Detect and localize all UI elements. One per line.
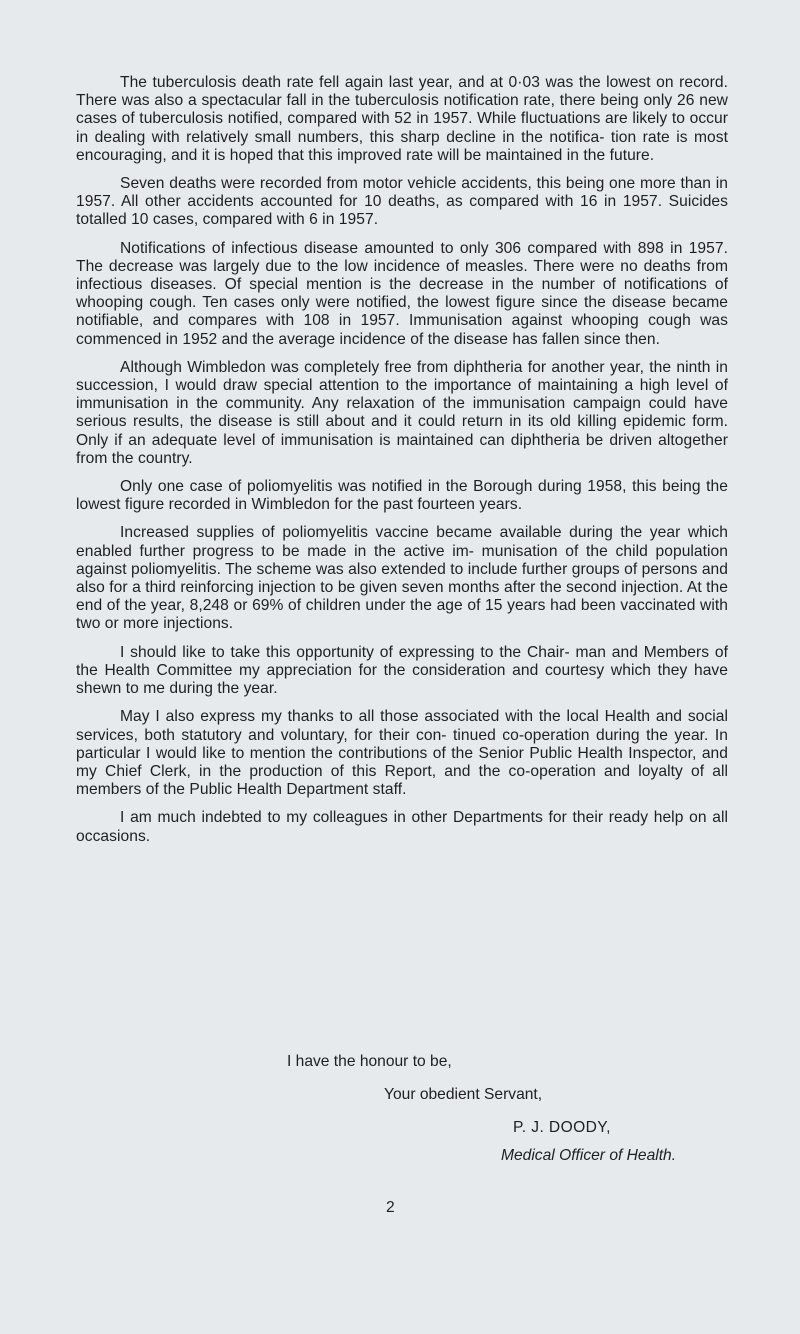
body-text [76,74,728,856]
page-number: 2 [386,1199,395,1216]
paragraph-thanks-committee: I should like to take this opportunity of expressing to the Chair- man and Members of the Health Committee my appreciation for the consideration and courtesy which they have shewn to me during the year. [76,643,728,698]
paragraph-accidents: Seven deaths were recorded from motor vehicle accidents, this being one more than in 1957. All other accidents accounted for 10 deaths, as compared with 16 in 1957. Suicides totalled 10 cases, compared with 6 in 1957. [76,175,728,229]
paragraph-diphtheria: Although Wimbledon was completely free from diphtheria for another year, the ninth in succession, I would draw special attention to the importance of maintaining a high level of immunisation in the community. Any relaxation of the immunisation campaign could have serious results, the disease is still about and it could return in its old killing epidemic form. Only if an adequate level of immunisation is maintained can diphtheria be driven altogether from the country. [76,358,728,467]
paragraph-tuberculosis: The tuberculosis death rate fell again last year, and at 0·03 was the lowest on record. There was also a spectacular fall in the tuberculosis notification rate, there being only 26 new cases of tuberculosis notified, compared with 52 in 1957. While fluctuations are likely to occur in dealing with relatively small numbers, this sharp decline in the notifica- tion rate is most encouraging, and it is hoped that this improved rate will be maintained in the future. [76,74,728,164]
signatory-title: Medical Officer of Health. [501,1147,677,1164]
paragraph-infectious-disease: Notifications of infectious disease amounted to only 306 compared with 898 in 1957. The decrease was largely due to the low incidence of measles. There were no deaths from infectious diseases. Of special mention is the decrease in the number of notifications of whooping cough. Ten cases only were notified, the lowest figure since the disease became notifiable, and compares with 108 in 1957. Immunisation against whooping cough was commenced in 1952 and the average incidence of the disease has fallen since then. [76,239,728,348]
paragraph-thanks-colleagues: I am much indebted to my colleagues in other Departments for their ready help on all occasions. [76,809,728,845]
paragraph-thanks-services: May I also express my thanks to all those associated with the local Health and social services, both statutory and voluntary, for their con- tinued co-operation during the year. In particular I would like to mention the contributions of the Senior Public Health Inspector, and my Chief Clerk, in the production of this Report, and the co-operation and loyalty of all members of the Public Health Department staff. [76,708,728,799]
closing-servant: Your obedient Servant, [384,1086,543,1103]
paragraph-poliomyelitis-vaccine: Increased supplies of poliomyelitis vaccine became available during the year which enabled further progress to be made in the active im- munisation of the child population against poliomyelitis. The scheme was also extended to include further groups of persons and also for a third reinforcing injection to be given seven months after the second injection. At the end of the year, 8,248 or 69% of children under the age of 15 years had been vaccinated with two or more injections. [76,524,728,633]
closing-honour: I have the honour to be, [287,1053,452,1070]
paragraph-poliomyelitis-case: Only one case of poliomyelitis was notified in the Borough during 1958, this being the lowest figure recorded in Wimbledon for the past fourteen years. [76,478,728,514]
signatory-name: P. J. DOODY, [513,1119,611,1136]
